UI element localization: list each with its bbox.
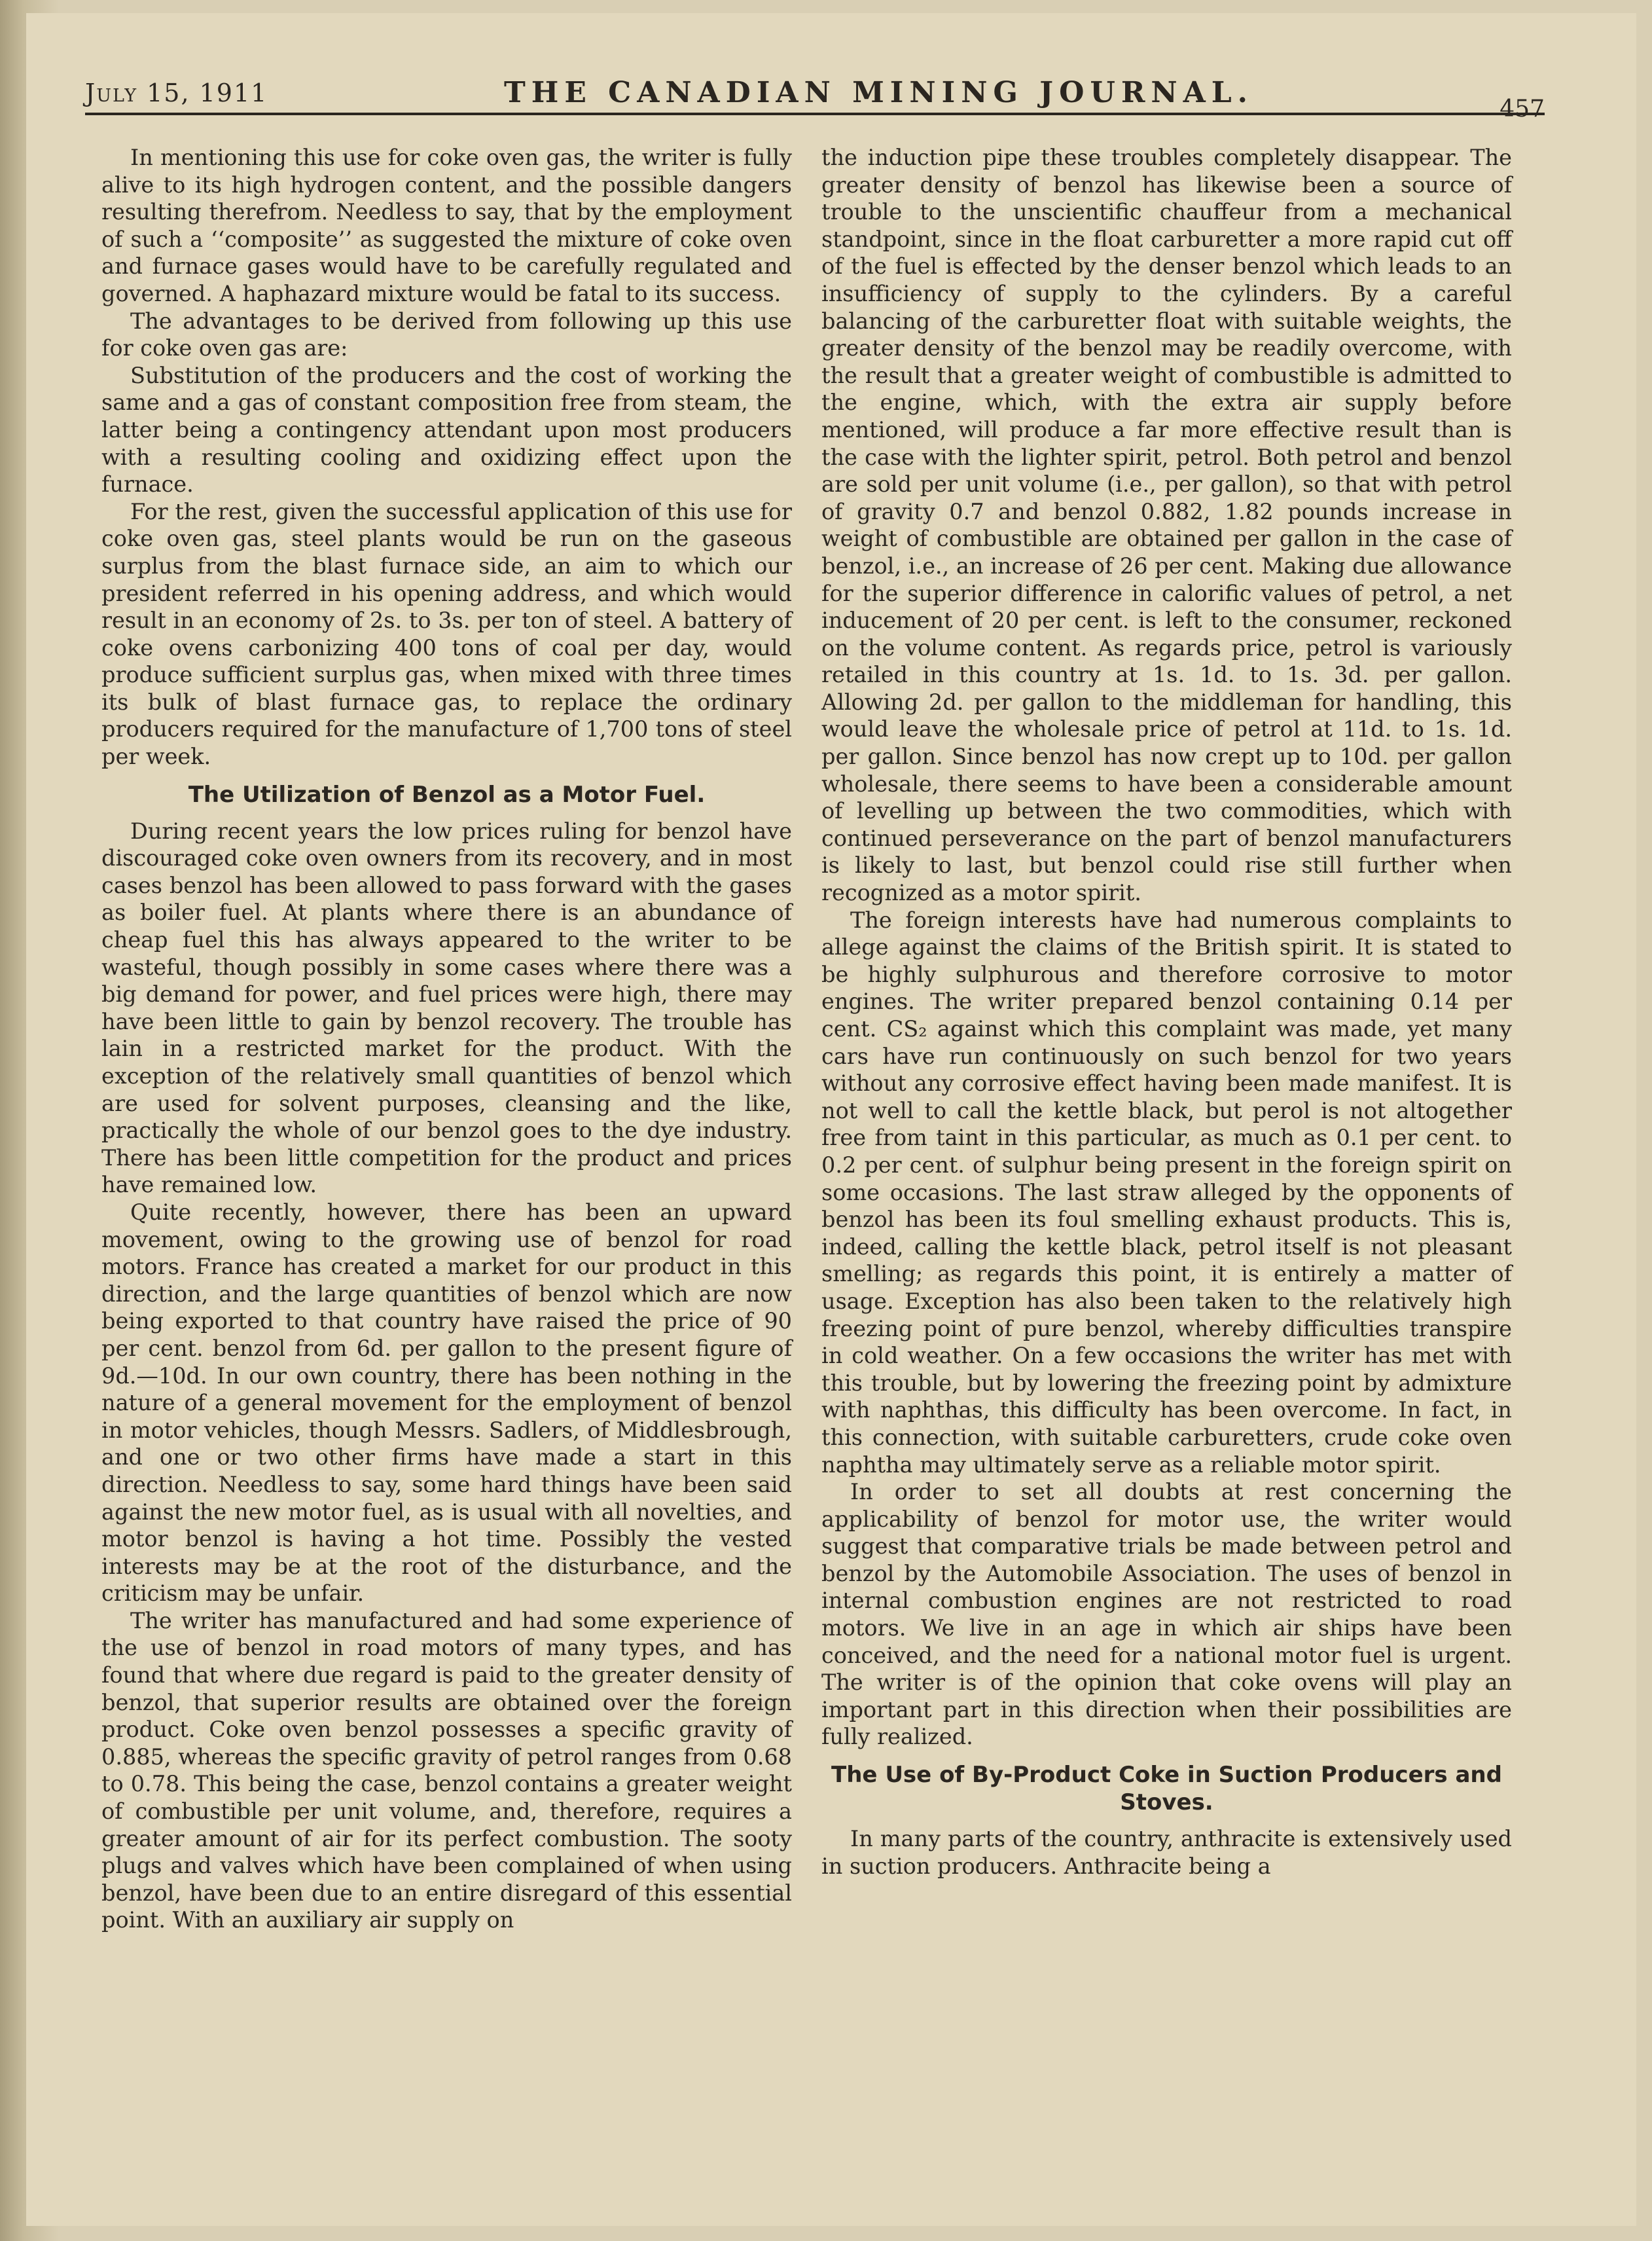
header-rule xyxy=(85,113,1545,115)
page-number: 457 xyxy=(1499,96,1545,122)
paragraph: During recent years the low prices ruling for benzol have discouraged coke oven owners from its recovery, and in most cases benzol has been allowed to pass forward with the gases as boiler fuel. At plants where there is an abundance of cheap fuel this has always appeared to the writer to be wasteful, though possibly in some cases where there was a big demand for power, and fuel prices were high, there may have been little to gain by benzol recovery. The trouble has lain in a restricted market for the product. With the exception of the relatively small quantities of benzol which are used for solvent purposes, cleansing and the like, practically the whole of our benzol goes to the dye industry. There has been little competition for the product and prices have remained low. xyxy=(101,818,792,1198)
section-heading: The Use of By-Product Coke in Suction Producers and Stoves. xyxy=(831,1762,1502,1816)
right-column xyxy=(821,144,1512,1880)
paragraph: The writer has manufactured and had some experience of the use of benzol in road motors of many types, and has found that where due regard is paid to the greater density of benzol, that superior results are obtained over the foreign product. Coke oven benzol possesses a specific gravity of 0.885, whereas the specific gravity of petrol ranges from 0.68 to 0.78. This being the case, benzol contains a greater weight of combustible per unit volume, and, therefore, requires a greater amount of air for its perfect combustion. The sooty plugs and valves which have been complained of when using benzol, have been due to an entire disregard of this essential point. With an auxiliary air supply on xyxy=(101,1607,792,1933)
paragraph: The foreign interests have had numerous complaints to allege against the claims of the British spirit. It is stated to be highly sulphurous and therefore corrosive to motor engines. The writer prepared benzol containing 0.14 per cent. CS₂ against which this complaint was made, yet many cars have run continuously on such benzol for two years without any corrosive effect having been made manifest. It is not well to call the kettle black, but perol is not altogether free from taint in this particular, as much as 0.1 per cent. to 0.2 per cent. of sulphur being present in the foreign spirit on some occasions. The last straw alleged by the opponents of benzol has been its foul smelling exhaust products. This is, indeed, calling the kettle black, petrol itself is not pleasant smelling; as regards this point, it is entirely a matter of usage. Exception has also been taken to the relatively high freezing point of pure benzol, whereby difficulties transpire in cold weather. On a few occasions the writer has met with this trouble, but by lowering the freezing point by admixture with naphthas, this difficulty has been overcome. In fact, in this connection, with suitable carburetters, crude coke oven naphtha may ultimately serve as a reliable motor spirit. xyxy=(821,907,1512,1478)
running-header xyxy=(85,73,1545,132)
paragraph: Quite recently, however, there has been an upward movement, owing to the growing use of benzol for road motors. France has created a market for our product in this direction, and the large quantities of benzol which are now being exported to that country have raised the price of 90 per cent. benzol from 6d. per gallon to the present figure of 9d.—10d. In our own country, there has been nothing in the nature of a general movement for the employment of benzol in motor vehicles, though Messrs. Sadlers, of Middlesbrough, and one or two other firms have made a start in this direction. Needless to say, some hard things have been said against the new motor fuel, as is usual with all novelties, and motor benzol is having a hot time. Possibly the vested interests may be at the root of the disturbance, and the criticism may be unfair. xyxy=(101,1199,792,1607)
header-date: July 15, 1911 xyxy=(85,79,268,107)
journal-title: THE CANADIAN MINING JOURNAL. xyxy=(504,76,1253,109)
paragraph: In order to set all doubts at rest concerning the applicability of benzol for motor use, the writer would suggest that comparative trials be made between petrol and benzol by the Automobile Association. The uses of benzol in internal combustion engines are not restricted to road motors. We live in an age in which air ships have been conceived, and the need for a national motor fuel is urgent. The writer is of the opinion that coke ovens will play an important part in this direction when their possibilities are fully realized. xyxy=(821,1479,1512,1750)
paragraph: For the rest, given the successful application of this use for coke oven gas, steel plants would be run on the gaseous surplus from the blast furnace side, an aim to which our president referred in his opening address, and which would result in an economy of 2s. to 3s. per ton of steel. A battery of coke ovens carbonizing 400 tons of coal per day, would produce sufficient surplus gas, when mixed with three times its bulk of blast furnace gas, to replace the ordinary producers required for the manufacture of 1,700 tons of steel per week. xyxy=(101,498,792,770)
paragraph: In mentioning this use for coke oven gas, the writer is fully alive to its high hydrogen content, and the possible dangers resulting therefrom. Needless to say, that by the employment of such a ‘‘composite’’ as suggested the mixture of coke oven and furnace gases would have to be carefully regulated and governed. A haphazard mixture would be fatal to its success. xyxy=(101,145,792,306)
paragraph: the induction pipe these troubles completely disappear. The greater density of benzol has likewise been a source of trouble to the unscientific chauffeur from a mechanical standpoint, since in the float carburetter a more rapid cut off of the fuel is effected by the denser benzol which leads to an insufficiency of supply to the cylinders. By a careful balancing of the carburetter float with suitable weights, the greater density of the benzol may be readily overcome, with the result that a greater weight of combustible is admitted to the engine, which, with the extra air supply before mentioned, will produce a far more effective result than is the case with the lighter spirit, petrol. Both petrol and benzol are sold per unit volume (i.e., per gallon), so that with petrol of gravity 0.7 and benzol 0.882, 1.82 pounds increase in weight of combustible are obtained per gallon in the case of benzol, i.e., an increase of 26 per cent. Making due allowance for the superior difference in calorific values of petrol, a net inducement of 20 per cent. is left to the consumer, reckoned on the volume content. As regards price, petrol is variously retailed in this country at 1s. 1d. to 1s. 3d. per gallon. Allowing 2d. per gallon to the middleman for handling, this would leave the wholesale price of petrol at 11d. to 1s. 1d. per gallon. Since benzol has now crept up to 10d. per gallon wholesale, there seems to have been a considerable amount of levelling up between the two commodities, which with continued perseverance on the part of benzol manufacturers is likely to last, but benzol could rise still further when recognized as a motor spirit. xyxy=(821,145,1512,906)
paragraph: Substitution of the producers and the cost of working the same and a gas of constant composition free from steam, the latter being a contingency attendant upon most producers with a resulting cooling and oxidizing effect upon the furnace. xyxy=(101,362,792,498)
paragraph: The advantages to be derived from following up this use for coke oven gas are: xyxy=(101,308,792,361)
paragraph: In many parts of the country, anthracite is extensively used in suction producers. Anthracite being a xyxy=(821,1826,1512,1879)
left-column xyxy=(101,144,792,1934)
section-heading: The Utilization of Benzol as a Motor Fuel. xyxy=(188,781,706,808)
